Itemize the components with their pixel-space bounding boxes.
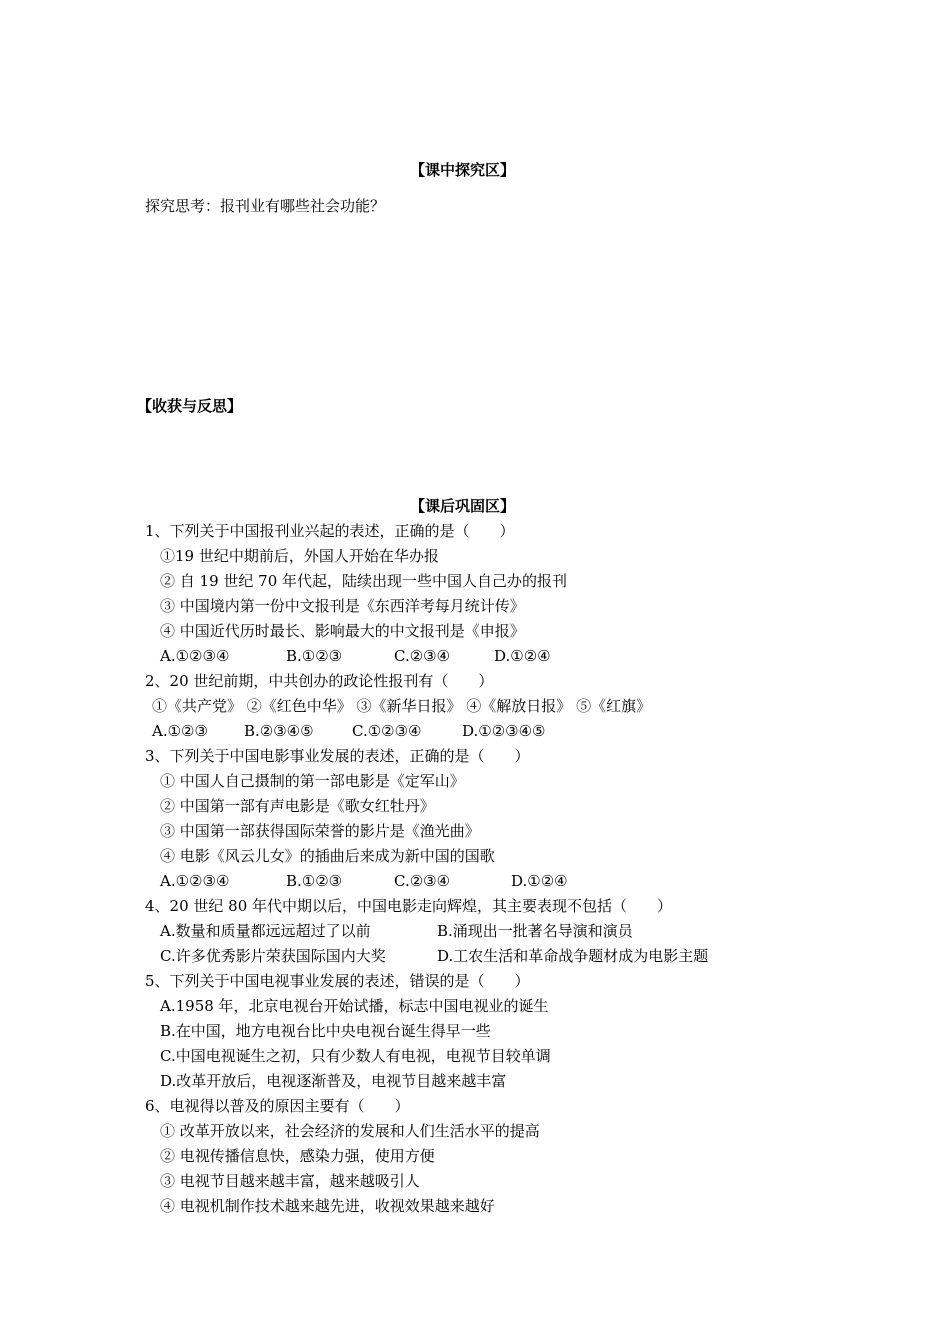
section-heading-reflection: 【收获与反思】 [137,397,243,415]
exploration-prompt: 探究思考：报刊业有哪些社会功能？ [145,197,386,215]
question-5-stem: 5、下列关于中国电视事业发展的表述，错误的是（ ） [145,972,530,990]
question-2-option-b: B.②③④⑤ [244,722,314,740]
question-3-option-a: A.①②③④ [160,872,230,890]
question-3-stem: 3、下列关于中国电影事业发展的表述，正确的是（ ） [145,747,530,765]
question-2-option-c: C.①②③④ [352,722,422,740]
section-heading-after-class: 【课后巩固区】 [410,497,516,515]
question-3-option-c: C.②③④ [394,872,451,890]
question-3-item-4: ④ 电影《风云儿女》的插曲后来成为新中国的国歌 [160,847,495,865]
question-4-option-a: A.数量和质量都远远超过了以前 [160,922,371,940]
question-6-item-2: ② 电视传播信息快，感染力强，使用方便 [160,1147,435,1165]
question-1-item-4: ④ 中国近代历时最长、影响最大的中文报刊是《申报》 [160,622,525,640]
question-1-item-3: ③ 中国境内第一份中文报刊是《东西洋考每月统计传》 [160,597,525,615]
question-1-option-a: A.①②③④ [160,647,230,665]
question-6-item-3: ③ 电视节目越来越丰富，越来越吸引人 [160,1172,420,1190]
question-3-option-d: D.①②④ [511,872,568,890]
question-1-item-1: ①19 世纪中期前后，外国人开始在华办报 [160,547,439,565]
question-5-option-a: A.1958 年，北京电视台开始试播，标志中国电视业的诞生 [160,997,549,1015]
question-2-items: ①《共产党》 ②《红色中华》 ③《新华日报》 ④《解放日报》 ⑤《红旗》 [152,697,652,715]
question-1-stem: 1、下列关于中国报刊业兴起的表述，正确的是（ ） [145,522,515,540]
question-4-option-d: D.工农生活和革命战争题材成为电影主题 [437,947,709,965]
question-3-item-3: ③ 中国第一部获得国际荣誉的影片是《渔光曲》 [160,822,480,840]
question-4-option-b: B.涌现出一批著名导演和演员 [437,922,633,940]
question-1-option-d: D.①②④ [494,647,551,665]
question-6-stem: 6、电视得以普及的原因主要有（ ） [145,1097,410,1115]
question-3-option-b: B.①②③ [286,872,343,890]
section-heading-in-class: 【课中探究区】 [410,161,516,179]
question-5-option-c: C.中国电视诞生之初，只有少数人有电视，电视节目较单调 [160,1047,551,1065]
question-5-option-b: B.在中国，地方电视台比中央电视台诞生得早一些 [160,1022,491,1040]
question-3-item-2: ② 中国第一部有声电影是《歌女红牡丹》 [160,797,435,815]
question-2-option-d: D.①②③④⑤ [462,722,546,740]
question-2-stem: 2、20 世纪前期，中共创办的政论性报刊有（ ） [145,672,494,690]
question-6-item-4: ④ 电视机制作技术越来越先进，收视效果越来越好 [160,1197,495,1215]
question-2-option-a: A.①②③ [152,722,208,740]
question-6-item-1: ① 改革开放以来，社会经济的发展和人们生活水平的提高 [160,1122,540,1140]
question-1-option-b: B.①②③ [286,647,343,665]
question-4-stem: 4、20 世纪 80 年代中期以后，中国电影走向辉煌，其主要表现不包括（ ） [145,897,673,915]
question-1-item-2: ② 自 19 世纪 70 年代起，陆续出现一些中国人自己办的报刊 [160,572,568,590]
question-1-option-c: C.②③④ [394,647,451,665]
question-3-item-1: ① 中国人自己摄制的第一部电影是《定军山》 [160,772,465,790]
question-5-option-d: D.改革开放后，电视逐渐普及，电视节目越来越丰富 [160,1072,507,1090]
question-4-option-c: C.许多优秀影片荣获国际国内大奖 [160,947,386,965]
